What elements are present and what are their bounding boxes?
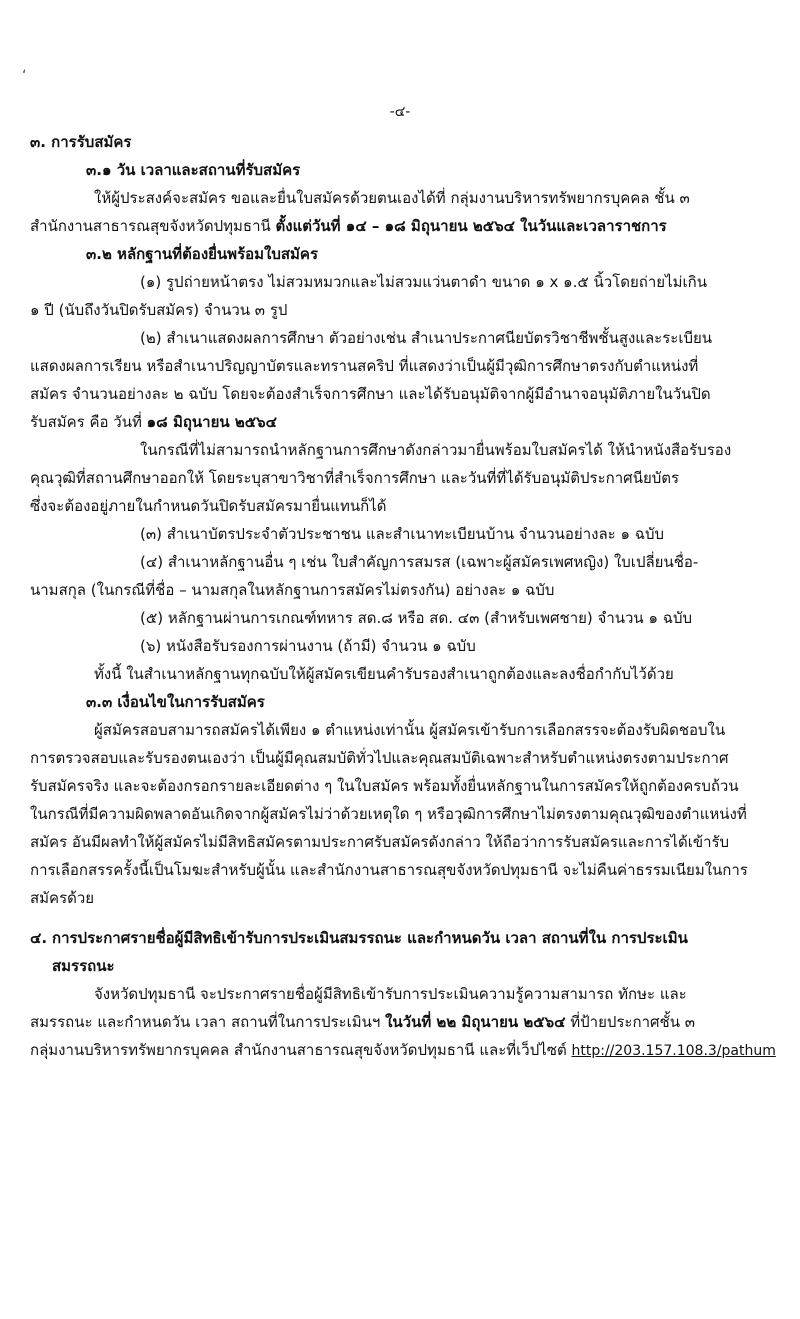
website-link[interactable]: http://203.157.108.3/pathum <box>571 1043 776 1059</box>
condition-line2: การตรวจสอบและรับรองตนเองว่า เป็นผู้มีคุณสมบัติทั่วไปและคุณสมบัติเฉพาะสำหรับตำแหน่งตรงตามประกาศ <box>30 749 729 767</box>
section-4-title-line1: การประกาศรายชื่อผู้มีสิทธิเข้ารับการประเมินสมรรถนะ และกำหนดวัน เวลา สถานที่ใน การประเมิน <box>52 929 688 947</box>
condition-line7: สมัครด้วย <box>30 889 95 907</box>
section-4-body-line1: จังหวัดปทุมธานี จะประกาศรายชื่อผู้มีสิทธิเข้ารับการประเมินความรู้ความสามารถ ทักษะ และ <box>94 985 687 1003</box>
section-3-3-title: ๓.๓ เงื่อนไขในการรับสมัคร <box>86 693 265 711</box>
condition-line5: สมัคร อันมีผลทำให้ผู้สมัครไม่มีสิทธิสมัครตามประกาศรับสมัครดังกล่าว ให้ถือว่าการรับสมัครและการได้เข้ารับ <box>30 833 730 851</box>
condition-line1: ผู้สมัครสอบสามารถสมัครได้เพียง ๑ ตำแหน่งเท่านั้น ผู้สมัครเข้ารับการเลือกสรรจะต้องรับผิดชอบใน <box>94 721 726 739</box>
item-2-line3: สมัคร จำนวนอย่างละ ๒ ฉบับ โดยจะต้องสำเร็จการศึกษา และได้รับอนุมัติจากผู้มีอำนาจอนุมัติภายในวันปิด <box>30 385 711 403</box>
section-4-body-line3 <box>30 1036 785 1065</box>
announcement-date: ในวันที่ ๒๒ มิถุนายน ๒๕๖๔ <box>385 1013 566 1031</box>
website-label: กลุ่มงานบริหารทรัพยากรบุคคล สำนักงานสาธารณสุขจังหวัดปทุมธานี และที่เว็ปไซต์ <box>30 1041 567 1059</box>
section-4-body-line2 <box>30 1008 785 1036</box>
item-6: (๖) หนังสือรับรองการผ่านงาน (ถ้ามี) จำนวน ๑ ฉบับ <box>140 637 476 655</box>
item-2-line4 <box>30 408 785 436</box>
item-1-line1: (๑) รูปถ่ายหน้าตรง ไม่สวมหมวกและไม่สวมแว่นตาดำ ขนาด ๑ x ๑.๕ นิ้วโดยถ่ายไม่เกิน <box>140 273 707 291</box>
note-line2: คุณวุฒิที่สถานศึกษาออกให้ โดยระบุสาขาวิชาที่สำเร็จการศึกษา และวันที่ที่ได้รับอนุมัติประกาศนียบัตร <box>30 469 680 487</box>
section-3-1-line2 <box>30 212 785 240</box>
condition-line3: รับสมัครจริง และจะต้องกรอกรายละเอียดต่าง ๆ ในใบสมัคร พร้อมทั้งยื่นหลักฐานในการสมัครให้ถูกต้องครบถ้วน <box>30 777 739 795</box>
section-4-number: ๔. <box>30 929 48 947</box>
note-line1: ในกรณีที่ไม่สามารถนำหลักฐานการศึกษาดังกล่าวมายื่นพร้อมใบสมัครได้ ให้นำหนังสือรับรอง <box>140 441 732 459</box>
announcement-place: ที่ป้ายประกาศชั้น ๓ <box>570 1013 695 1031</box>
assessment-text: สมรรถนะ และกำหนดวัน เวลา สถานที่ในการประเมินฯ <box>30 1013 381 1031</box>
condition-line6: การเลือกสรรครั้งนี้เป็นโมฆะสำหรับผู้นั้น และสำนักงานสาธารณสุขจังหวัดปทุมธานี จะไม่คืนค่าธรรมเนียมในการ <box>30 861 748 879</box>
item-1-line2: ๑ ปี (นับถึงวันปิดรับสมัคร) จำนวน ๓ รูป <box>30 301 288 319</box>
item-5: (๕) หลักฐานผ่านการเกณฑ์ทหาร สด.๘ หรือ สด. ๔๓ (สำหรับเพศชาย) จำนวน ๑ ฉบับ <box>140 609 693 627</box>
item-4-line1: (๔) สำเนาหลักฐานอื่น ๆ เช่น ใบสำคัญการสมรส (เฉพาะผู้สมัครเพศหญิง) ใบเปลี่ยนชื่อ- <box>140 553 699 571</box>
closing-date-label: รับสมัคร คือ วันที่ <box>30 413 142 431</box>
page-number: -๔- <box>389 104 411 120</box>
application-dates: ตั้งแต่วันที่ ๑๔ – ๑๘ มิถุนายน ๒๕๖๔ ในวันและเวลาราชการ <box>275 217 667 235</box>
document-body <box>30 128 785 1065</box>
section-4-heading <box>30 924 785 980</box>
scan-mark: ‘ <box>22 68 27 84</box>
office-name: สำนักงานสาธารณสุขจังหวัดปทุมธานี <box>30 217 271 235</box>
certify-note: ทั้งนี้ ในสำเนาหลักฐานทุกฉบับให้ผู้สมัครเขียนคำรับรองสำเนาถูกต้องและลงชื่อกำกับไว้ด้วย <box>94 665 674 683</box>
item-3: (๓) สำเนาบัตรประจำตัวประชาชน และสำเนาทะเบียนบ้าน จำนวนอย่างละ ๑ ฉบับ <box>140 525 665 543</box>
section-3-2-title: ๓.๒ หลักฐานที่ต้องยื่นพร้อมใบสมัคร <box>86 245 319 263</box>
condition-line4: ในกรณีที่มีความผิดพลาดอันเกิดจากผู้สมัครไม่ว่าด้วยเหตุใด ๆ หรือวุฒิการศึกษาไม่ตรงตามคุณวุฒิของตำแหน่งที่ <box>30 805 747 823</box>
section-3-1-line1: ให้ผู้ประสงค์จะสมัคร ขอและยื่นใบสมัครด้วยตนเองได้ที่ กลุ่มงานบริหารทรัพยากรบุคคล ชั้น ๓ <box>94 189 690 207</box>
note-line3: ซึ่งจะต้องอยู่ภายในกำหนดวันปิดรับสมัครมายื่นแทนก็ได้ <box>30 497 387 515</box>
item-2-line1: (๒) สำเนาแสดงผลการศึกษา ตัวอย่างเช่น สำเนาประกาศนียบัตรวิชาชีพชั้นสูงและระเบียน <box>140 329 713 347</box>
item-2-line2: แสดงผลการเรียน หรือสำเนาปริญญาบัตรและทรานสคริป ที่แสดงว่าเป็นผู้มีวุฒิการศึกษาตรงกับตำแหน่งที่ <box>30 357 699 375</box>
closing-date: ๑๘ มิถุนายน ๒๕๖๔ <box>146 413 277 431</box>
section-3-heading: ๓. การรับสมัคร <box>30 133 132 151</box>
item-4-line2: นามสกุล (ในกรณีที่ชื่อ – นามสกุลในหลักฐานการสมัครไม่ตรงกัน) อย่างละ ๑ ฉบับ <box>30 581 555 599</box>
section-4-title-line2: สมรรถนะ <box>52 957 115 975</box>
section-3-1-title: ๓.๑ วัน เวลาและสถานที่รับสมัคร <box>86 161 301 179</box>
